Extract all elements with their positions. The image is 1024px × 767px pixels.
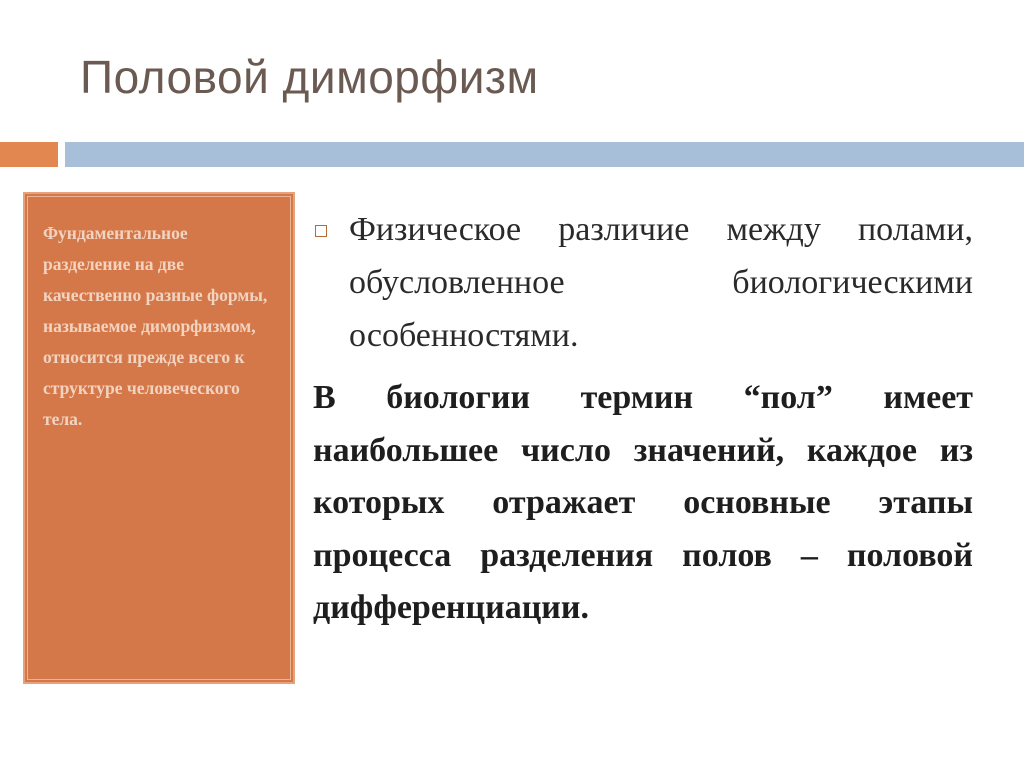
content-area xyxy=(313,203,973,635)
slide-title: Половой диморфизм xyxy=(80,51,539,103)
accent-bar-blue xyxy=(65,142,1024,167)
accent-bar-orange xyxy=(0,142,58,167)
body-paragraph: В биологии термин “пол” имеет наибольшее число значений, каждое из которых отражает основные этапы процесса разделения полов – половой дифференциации. xyxy=(313,379,973,626)
bullet-text: Физическое различие между полами, обусловленное биологическими особенностями. xyxy=(349,211,973,354)
definition-text: Фундаментальное разделение на две качественно разные формы, называемое диморфизмом, относится прежде всего к структуре человеческого тела. xyxy=(43,223,268,429)
bullet-item xyxy=(313,203,973,362)
definition-box xyxy=(23,192,295,684)
square-bullet-icon xyxy=(315,225,327,237)
